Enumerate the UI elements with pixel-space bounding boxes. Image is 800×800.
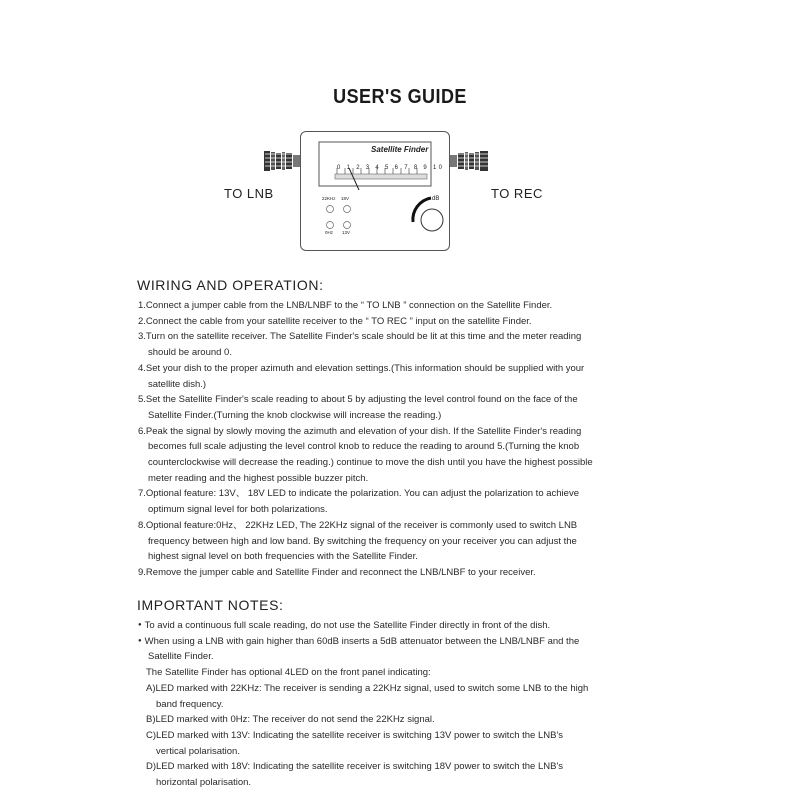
satellite-finder-device (300, 131, 450, 251)
rec-connector-icon (448, 150, 490, 172)
meter-scale: 0 1 2 3 4 5 6 7 8 9 10 (337, 165, 445, 171)
note-bullet: ● When using a LNB with gain higher than 60dB inserts a 5dB attenuator between the LNB/LNBF and the (138, 634, 658, 650)
led-22khz-label: 22KHz (322, 196, 336, 201)
wiring-heading: WIRING AND OPERATION: (137, 277, 324, 293)
to-lnb-label: TO LNB (224, 186, 274, 201)
list-item: A)LED marked with 22KHz: The receiver is sending a 22KHz signal, used to switch some LNB to the high (146, 682, 589, 694)
list-item: 2.Connect the cable from your satellite receiver to the “ TO REC ” input on the satellite Finder. (138, 315, 532, 327)
list-item: 3.Turn on the satellite receiver. The Satellite Finder's scale should be lit at this time and the meter reading should be around 0. (138, 331, 582, 359)
led-13v-label: 13V (342, 230, 351, 235)
list-item: 4.Set your dish to the proper azimuth and elevation settings.(This information should be supplied with your satellite dish.) (138, 362, 585, 390)
notes-list: ● To avid a continuous full scale reading, do not use the Satellite Finder directly in front of the dish. ● When using a LNB with gain higher than 60dB inserts a 5dB attenuator between the LNB/LNBF and the Satellite Finder. The Satellite Finder has optional 4LED on the front panel indicating: A)LED marked with 22KHz: The receiver is sending a 22KHz signal, used to switch some LNB to the high band frequency. B)LED marked with 0Hz: The receiver do not send the 22KHz signal. C)LED marked with 13V: Indicating the satellite receiver is switching 13V power to switch the LNB's vertical polarisation. D)LED marked with 18V: Indicating the satellite receiver is switching 18V power to switch the LNB's horizontal polarisation. (138, 618, 658, 791)
led-0hz-label: 0Hz (325, 230, 334, 235)
list-item: 7.Optional feature: 13V、 18V LED to indicate the polarization. You can adjust the polarization to achieve optimum signal level for both polarizations. (138, 488, 579, 516)
list-item: D)LED marked with 18V: Indicating the satellite receiver is switching 18V power to switch the LNB's (146, 761, 564, 773)
db-label: dB (432, 196, 440, 202)
device-title: Satellite Finder (371, 145, 429, 154)
list-item: 6.Peak the signal by slowly moving the azimuth and elevation of your dish. If the Satellite Finder's reading becomes full scale adjusting the level control knob to reduce the reading to around 5.(Turning the knob counterclockwise will decrease the reading.) continue to move the dish until you have the highest possible meter reading and the highest possible buzzer pitch. (138, 425, 593, 484)
list-item: 8.Optional feature:0Hz、 22KHz LED, The 22KHz signal of the receiver is commonly used to switch LNB frequency between high and low band. By switching the frequency on your receiver you can adjust the highest signal level on both frequencies with the Satellite Finder. (138, 519, 578, 563)
note-bullet: ● To avid a continuous full scale reading, do not use the Satellite Finder directly in front of the dish. (138, 618, 658, 634)
list-item: C)LED marked with 13V: Indicating the satellite receiver is switching 13V power to switch the LNB's (146, 729, 564, 741)
led-18v-label: 18V (341, 196, 350, 201)
notes-heading: IMPORTANT NOTES: (137, 597, 284, 613)
list-item: 9.Remove the jumper cable and Satellite Finder and reconnect the LNB/LNBF to your receiver. (138, 566, 536, 578)
list-item: 5.Set the Satellite Finder's scale reading to about 5 by adjusting the level control found on the face of the Satellite Finder.(Turning the knob clockwise will increase the reading.) (138, 394, 578, 421)
led-intro: The Satellite Finder has optional 4LED on the front panel indicating: (146, 667, 431, 679)
list-item: B)LED marked with 0Hz: The receiver do not send the 22KHz signal. (146, 714, 435, 726)
lnb-connector-icon (264, 150, 302, 172)
wiring-list (138, 298, 658, 581)
list-item: 1.Connect a jumper cable from the LNB/LNBF to the “ TO LNB ” connection on the Satellite Finder. (138, 300, 553, 311)
page-title: USER'S GUIDE (333, 86, 467, 108)
to-rec-label: TO REC (491, 186, 543, 201)
